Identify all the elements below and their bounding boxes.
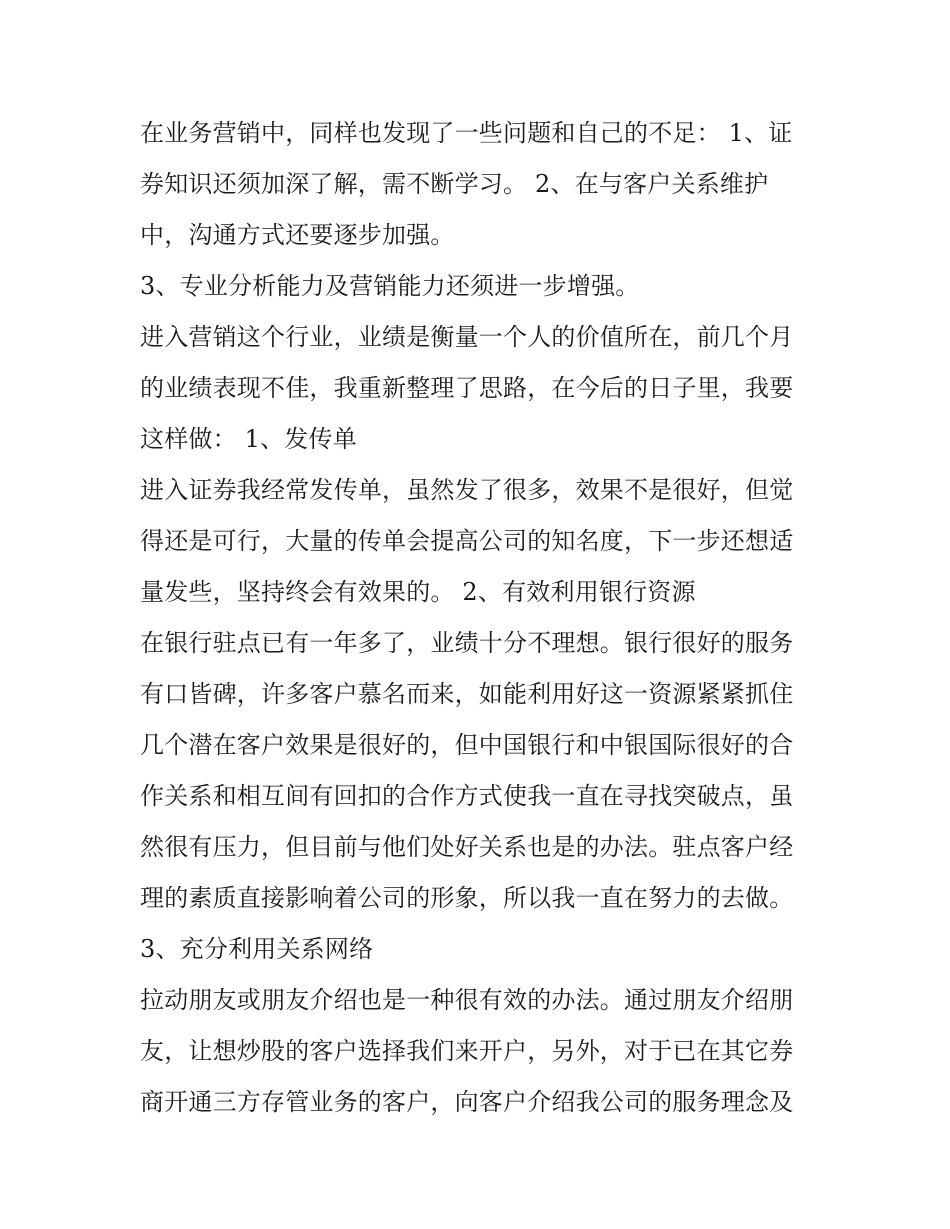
- text-line: 3、专业分析能力及营销能力还须进一步增强。: [140, 272, 640, 300]
- text-line: 3、充分利用关系网络: [140, 935, 374, 963]
- text-line: 在业务营销中，同样也发现了一些问题和自己的不足： 1、证: [140, 119, 793, 147]
- document-body: [140, 108, 820, 1128]
- text-line: 进入证券我经常发传单，虽然发了很多，效果不是很好，但觉: [140, 476, 794, 504]
- text-line: 量发些，坚持终会有效果的。 2、有效利用银行资源: [140, 578, 696, 606]
- text-line: 然很有压力，但目前与他们处好关系也是的办法。驻点客户经: [140, 833, 794, 861]
- text-line: 商开通三方存管业务的客户，向客户介绍我公司的服务理念及: [140, 1088, 794, 1116]
- text-line: 得还是可行，大量的传单会提高公司的知名度，下一步还想适: [140, 527, 794, 555]
- text-line: 拉动朋友或朋友介绍也是一种很有效的办法。通过朋友介绍朋: [140, 986, 794, 1014]
- text-line: 这样做： 1、发传单: [140, 425, 357, 453]
- text-line: 作关系和相互间有回扣的合作方式使我一直在寻找突破点，虽: [140, 782, 794, 810]
- text-line: 券知识还须加深了解，需不断学习。 2、在与客户关系维护: [140, 170, 769, 198]
- text-line: 有口皆碑，许多客户慕名而来，如能利用好这一资源紧紧抓住: [140, 680, 794, 708]
- text-line: 理的素质直接影响着公司的形象，所以我一直在努力的去做。: [140, 884, 794, 912]
- text-line: 中，沟通方式还要逐步加强。: [140, 221, 455, 249]
- text-line: 的业绩表现不佳，我重新整理了思路，在今后的日子里，我要: [140, 374, 794, 402]
- text-line: 进入营销这个行业，业绩是衡量一个人的价值所在，前几个月: [140, 323, 794, 351]
- text-line: 在银行驻点已有一年多了，业绩十分不理想。银行很好的服务: [140, 629, 794, 657]
- text-line: 几个潜在客户效果是很好的，但中国银行和中银国际很好的合: [140, 731, 794, 759]
- text-line: 友，让想炒股的客户选择我们来开户，另外，对于已在其它券: [140, 1037, 794, 1065]
